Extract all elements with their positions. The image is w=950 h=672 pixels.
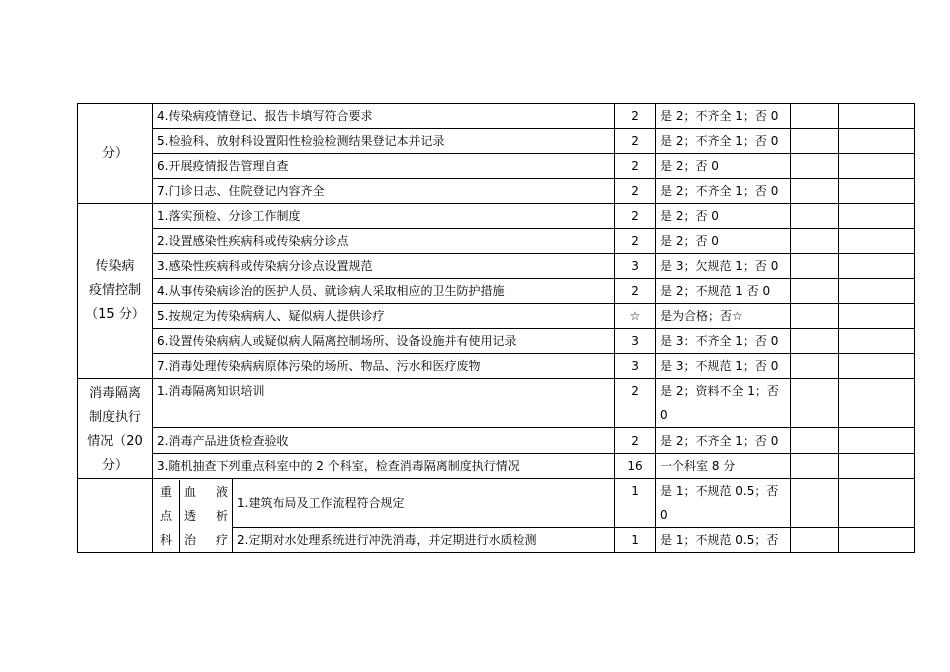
blank-cell[interactable] xyxy=(839,279,915,304)
blank-cell[interactable] xyxy=(791,279,839,304)
blank-cell[interactable] xyxy=(839,129,915,154)
item-cell: 4.传染病疫情登记、报告卡填写符合要求 xyxy=(153,104,615,129)
table-row xyxy=(78,379,915,428)
score-cell: 3 xyxy=(615,329,656,354)
blank-cell[interactable] xyxy=(839,354,915,379)
blank-category-cell xyxy=(78,479,153,553)
item-cell: 1.落实预检、分诊工作制度 xyxy=(153,204,615,229)
item-cell: 1.消毒隔离知识培训 xyxy=(153,379,615,428)
blank-cell[interactable] xyxy=(839,204,915,229)
score-cell: ☆ xyxy=(615,304,656,329)
score-cell: 3 xyxy=(615,354,656,379)
rule-cell: 是 1；不规范 0.5；否 0 xyxy=(656,479,791,528)
blank-cell[interactable] xyxy=(791,254,839,279)
table-row xyxy=(78,254,915,279)
table-row xyxy=(78,453,915,478)
score-cell: 1 xyxy=(615,528,656,553)
item-cell: 6.开展疫情报告管理自查 xyxy=(153,154,615,179)
blank-cell[interactable] xyxy=(791,428,839,453)
blank-cell[interactable] xyxy=(839,104,915,129)
blank-cell[interactable] xyxy=(839,154,915,179)
blank-cell[interactable] xyxy=(791,453,839,478)
blank-cell[interactable] xyxy=(839,379,915,428)
rule-cell: 是 2；不齐全 1；否 0 xyxy=(656,104,791,129)
item-cell: 2.消毒产品进货检查验收 xyxy=(153,428,615,453)
score-cell: 2 xyxy=(615,428,656,453)
blank-cell[interactable] xyxy=(839,304,915,329)
blank-cell[interactable] xyxy=(791,154,839,179)
score-cell: 2 xyxy=(615,229,656,254)
table-row xyxy=(78,428,915,453)
item-cell: 4.从事传染病诊治的医护人员、就诊病人采取相应的卫生防护措施 xyxy=(153,279,615,304)
score-cell: 2 xyxy=(615,129,656,154)
key-dept-label: 重 点 科 xyxy=(153,480,180,552)
blank-cell[interactable] xyxy=(839,528,915,553)
item-cell: 2.设置感染性疾病科或传染病分诊点 xyxy=(153,229,615,254)
blank-cell[interactable] xyxy=(791,354,839,379)
category-cell-epidemic-control: 传染病 疫情控制 （15 分） xyxy=(78,204,153,379)
table-row xyxy=(78,354,915,379)
blank-cell[interactable] xyxy=(791,179,839,204)
table-row xyxy=(78,279,915,304)
blank-cell[interactable] xyxy=(839,453,915,478)
rule-cell: 是 2；不齐全 1；否 0 xyxy=(656,428,791,453)
subgroup-cell xyxy=(153,479,233,553)
rule-cell: 是 3；不规范 1；否 0 xyxy=(656,354,791,379)
item-cell: 5.按规定为传染病病人、疑似病人提供诊疗 xyxy=(153,304,615,329)
blank-cell[interactable] xyxy=(791,229,839,254)
item-cell: 7.门诊日志、住院登记内容齐全 xyxy=(153,179,615,204)
score-cell: 1 xyxy=(615,479,656,528)
rule-cell: 一个科室 8 分 xyxy=(656,453,791,478)
item-cell: 3.感染性疾病科或传染病分诊点设置规范 xyxy=(153,254,615,279)
rule-cell: 是 2；否 0 xyxy=(656,204,791,229)
blank-cell[interactable] xyxy=(791,304,839,329)
score-cell: 16 xyxy=(615,453,656,478)
blank-cell[interactable] xyxy=(791,129,839,154)
item-cell: 6.设置传染病病人或疑似病人隔离控制场所、设备设施并有使用记录 xyxy=(153,329,615,354)
rule-cell: 是 2；不齐全 1；否 0 xyxy=(656,129,791,154)
blank-cell[interactable] xyxy=(839,329,915,354)
blank-cell[interactable] xyxy=(791,479,839,528)
score-cell: 2 xyxy=(615,204,656,229)
table-row xyxy=(78,104,915,129)
blank-cell[interactable] xyxy=(791,329,839,354)
rule-cell: 是 2；资料不全 1；否 0 xyxy=(656,379,791,428)
score-cell: 2 xyxy=(615,154,656,179)
blank-cell[interactable] xyxy=(839,479,915,528)
rule-cell: 是 2；不规范 1 否 0 xyxy=(656,279,791,304)
blank-cell[interactable] xyxy=(791,379,839,428)
table-row xyxy=(78,129,915,154)
rule-cell: 是 2；不齐全 1；否 0 xyxy=(656,179,791,204)
rule-cell: 是 2；否 0 xyxy=(656,229,791,254)
score-cell: 3 xyxy=(615,254,656,279)
table-row xyxy=(78,329,915,354)
blank-cell[interactable] xyxy=(839,428,915,453)
category-cell-disinfection: 消毒隔离 制度执行 情况（20 分） xyxy=(78,379,153,479)
table-row xyxy=(78,479,915,528)
item-cell: 5.检验科、放射科设置阳性检验检测结果登记本并记录 xyxy=(153,129,615,154)
rule-cell: 是为合格；否☆ xyxy=(656,304,791,329)
table-row xyxy=(78,229,915,254)
table-row xyxy=(78,304,915,329)
blank-cell[interactable] xyxy=(839,229,915,254)
score-cell: 2 xyxy=(615,279,656,304)
score-cell: 2 xyxy=(615,179,656,204)
inspection-table xyxy=(77,103,915,553)
blank-cell[interactable] xyxy=(791,104,839,129)
rule-cell: 是 1；不规范 0.5；否 xyxy=(656,528,791,553)
item-cell: 7.消毒处理传染病病原体污染的场所、物品、污水和医疗废物 xyxy=(153,354,615,379)
table-row xyxy=(78,154,915,179)
blank-cell[interactable] xyxy=(791,528,839,553)
blank-cell[interactable] xyxy=(839,179,915,204)
table-row xyxy=(78,204,915,229)
category-cell-reporting: 分） xyxy=(78,104,153,204)
blank-cell[interactable] xyxy=(839,254,915,279)
subgroup-inner xyxy=(153,480,232,552)
blank-cell[interactable] xyxy=(791,204,839,229)
rule-cell: 是 2；否 0 xyxy=(656,154,791,179)
dialysis-label: 血 液 透 析 治 疗 xyxy=(184,484,228,547)
rule-cell: 是 3：不齐全 1；否 0 xyxy=(656,329,791,354)
item-cell: 3.随机抽查下列重点科室中的 2 个科室，检查消毒隔离制度执行情况 xyxy=(153,453,615,478)
item-cell: 2.定期对水处理系统进行冲洗消毒，并定期进行水质检测 xyxy=(233,528,615,553)
rule-cell: 是 3；欠规范 1；否 0 xyxy=(656,254,791,279)
item-cell: 1.建筑布局及工作流程符合规定 xyxy=(233,479,615,528)
score-cell: 2 xyxy=(615,104,656,129)
table-row xyxy=(78,179,915,204)
score-cell: 2 xyxy=(615,379,656,428)
